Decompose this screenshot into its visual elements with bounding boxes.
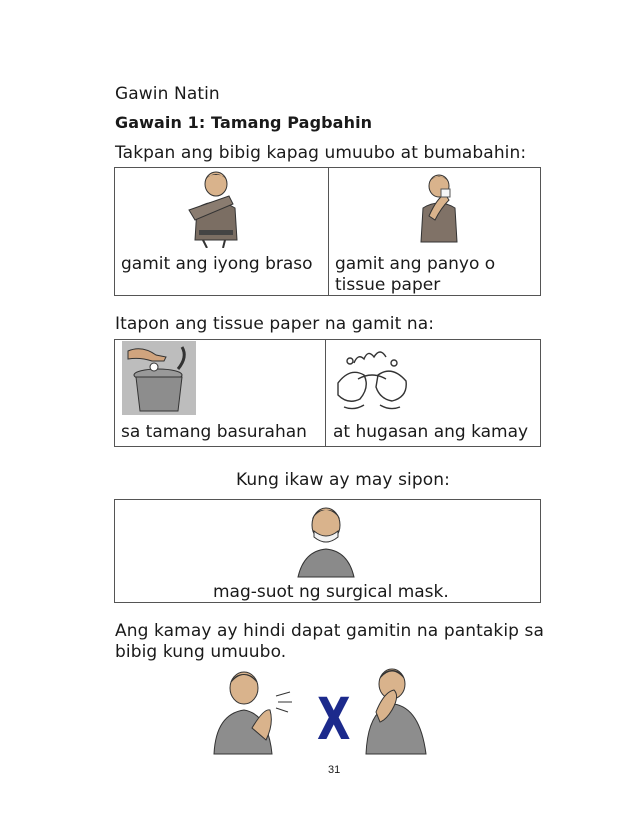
instruction-runny-nose: Kung ikaw ay may sipon:	[236, 470, 450, 490]
cover-mouth-table	[114, 167, 541, 296]
warning-line-2: bibig kung umuubo.	[115, 642, 287, 662]
section-heading: Gawin Natin	[115, 84, 220, 104]
wrong-x-mark: X	[317, 685, 351, 753]
table-divider	[328, 168, 329, 295]
caption-wear-mask: mag-suot ng surgical mask.	[213, 582, 449, 602]
caption-use-hanky-line1: gamit ang panyo o	[335, 254, 496, 274]
page-number: 31	[328, 764, 341, 776]
instruction-throw-tissue: Itapon ang tissue paper na gamit na:	[115, 314, 435, 334]
boy-with-mask-illustration	[294, 501, 358, 579]
caption-use-hanky-line2: tissue paper	[335, 275, 441, 295]
warning-line-1: Ang kamay ay hindi dapat gamitin na pantakip sa	[115, 621, 545, 641]
boy-coughing-into-arm-illustration	[185, 170, 245, 248]
instruction-cover-mouth: Takpan ang bibig kapag umuubo at bumabahin:	[115, 143, 527, 163]
boy-coughing-into-hands-illustration	[208, 668, 294, 758]
caption-trash-bin: sa tamang basurahan	[121, 422, 307, 442]
boy-covering-mouth-with-hands-illustration	[362, 664, 438, 758]
caption-use-arm: gamit ang iyong braso	[121, 254, 313, 274]
boy-with-tissue-illustration	[415, 172, 465, 244]
washing-hands-illustration	[330, 343, 414, 415]
caption-wash-hands: at hugasan ang kamay	[333, 422, 529, 442]
table-divider	[325, 340, 326, 446]
activity-title: Gawain 1: Tamang Pagbahin	[115, 113, 373, 132]
trash-bin-illustration	[122, 341, 196, 415]
